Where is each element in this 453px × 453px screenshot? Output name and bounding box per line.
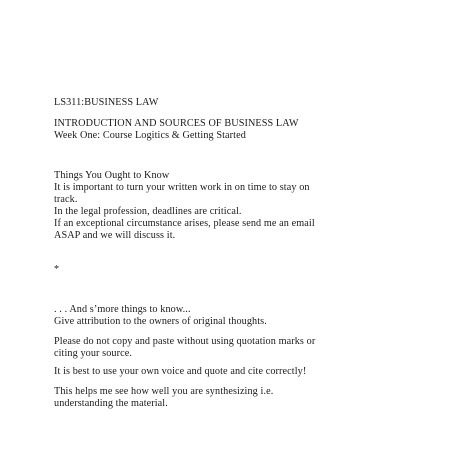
section1-title: Things You Ought to Know [54,170,170,181]
section2-paragraph-line: citing your source. [54,348,133,359]
separator-asterisk: * [54,264,60,275]
section2-paragraph-line: Please do not copy and paste without using quotation marks or [54,336,316,347]
section1-line: track. [54,194,78,205]
section1-line: It is important to turn your written work in on time to stay on [54,182,310,193]
document-subheading: Week One: Course Logitics & Getting Started [54,130,246,141]
section2-paragraph-line: understanding the material. [54,398,168,409]
section2-line: Give attribution to the owners of original thoughts. [54,316,267,327]
section2-paragraph-line: This helps me see how well you are synthesizing i.e. [54,386,274,397]
course-title: LS311:BUSINESS LAW [54,97,159,108]
section1-line: ASAP and we will discuss it. [54,230,176,241]
document-heading: INTRODUCTION AND SOURCES OF BUSINESS LAW [54,118,299,129]
section1-line: If an exceptional circumstance arises, please send me an email [54,218,315,229]
section1-line: In the legal profession, deadlines are critical. [54,206,242,217]
section2-title: . . . And s’more things to know... [54,304,191,315]
section2-paragraph: It is best to use your own voice and quote and cite correctly! [54,366,307,377]
